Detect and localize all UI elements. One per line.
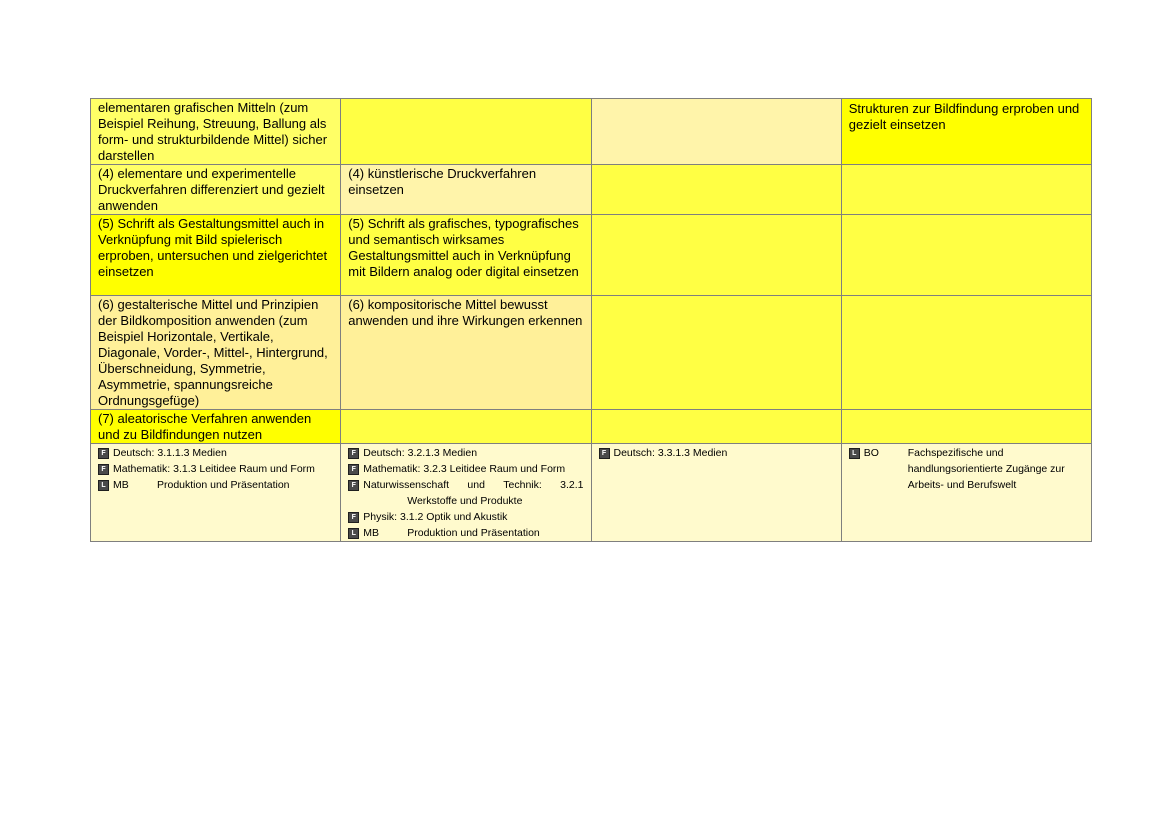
competency-table [90, 98, 1092, 542]
table-cell [841, 410, 1091, 444]
reference-cell [91, 444, 341, 542]
reference-text [908, 445, 1084, 493]
table-row [91, 296, 1092, 410]
reference-text: Mathematik: 3.1.3 Leitidee Raum und Form [113, 463, 315, 475]
table-cell: (4) künstlerische Druckverfahren einsetzen [341, 165, 591, 215]
subject-badge-icon: F [348, 448, 359, 459]
reference-item [348, 477, 583, 509]
reference-cell [591, 444, 841, 542]
reference-item [849, 445, 1084, 493]
reference-text: Deutsch: 3.3.1.3 Medien [613, 447, 728, 459]
reference-item [98, 477, 333, 493]
table-cell: (7) aleatorische Verfahren anwenden und zu Bildfindungen nutzen [91, 410, 341, 444]
reference-cell [341, 444, 591, 542]
table-row [91, 165, 1092, 215]
subject-badge-icon: F [98, 448, 109, 459]
guideline-badge-icon: L [98, 480, 109, 491]
subject-badge-icon: F [348, 480, 359, 491]
table-cell [841, 215, 1091, 296]
reference-item [98, 461, 333, 477]
table-row [91, 410, 1092, 444]
reference-word: und [467, 479, 485, 491]
table-cell: Strukturen zur Bildfindung erproben und gezielt einsetzen [841, 99, 1091, 165]
subject-badge-icon: F [348, 464, 359, 475]
reference-word: 3.2.1 [560, 479, 584, 491]
reference-text: Mathematik: 3.2.3 Leitidee Raum und Form [363, 463, 566, 475]
reference-continuation: Werkstoffe und Produkte [407, 495, 523, 507]
table-cell [591, 99, 841, 165]
reference-word: Technik: [503, 479, 542, 491]
guideline-badge-icon: L [348, 528, 359, 539]
table-cell [341, 99, 591, 165]
table-cell: elementaren grafischen Mitteln (zum Beispiel Reihung, Streuung, Ballung als form- und strukturbildende Mittel) sicher darstellen [91, 99, 341, 165]
table-cell: (5) Schrift als Gestaltungsmittel auch in Verknüpfung mit Bild spielerisch erproben, untersuchen und zielgerichtet einsetzen [91, 215, 341, 296]
reference-text: Produktion und Präsentation [407, 527, 540, 539]
reference-text [363, 477, 583, 509]
table-cell [841, 165, 1091, 215]
table-cell [341, 410, 591, 444]
reference-line: Fachspezifische und [907, 447, 1004, 459]
reference-key: MB [113, 479, 129, 491]
reference-word: Naturwissenschaft [363, 479, 450, 491]
reference-item [348, 525, 583, 541]
table-cell: (5) Schrift als grafisches, typografisches und semantisch wirksames Gestaltungsmittel auch in Verknüpfung mit Bildern analog oder digital einsetzen [341, 215, 591, 296]
reference-text: Deutsch: 3.1.1.3 Medien [113, 447, 227, 459]
reference-cell [841, 444, 1091, 542]
table-row [91, 99, 1092, 165]
subject-badge-icon: F [599, 448, 610, 459]
table-cell [591, 215, 841, 296]
reference-line: Arbeits- und Berufswelt [907, 479, 1017, 491]
table-cell: (4) elementare und experimentelle Druckverfahren differenziert und gezielt anwenden [91, 165, 341, 215]
table-cell [591, 296, 841, 410]
reference-text: Physik: 3.1.2 Optik und Akustik [363, 511, 508, 523]
reference-key: BO [863, 447, 879, 459]
table-cell: (6) kompositorische Mittel bewusst anwenden und ihre Wirkungen erkennen [341, 296, 591, 410]
reference-line: handlungsorientierte Zugänge zur [907, 463, 1065, 475]
table-cell: (6) gestalterische Mittel und Prinzipien der Bildkomposition anwenden (zum Beispiel Horizontale, Vertikale, Diagonale, Vorder-, Mittel-, Hintergrund, Überschneidung, Symmetrie, Asymmetrie, spannungsreiche Ordnungsgefüge) [91, 296, 341, 410]
subject-badge-icon: F [98, 464, 109, 475]
table-cell [591, 410, 841, 444]
reference-row [91, 444, 1092, 542]
subject-badge-icon: F [348, 512, 359, 523]
reference-item [348, 445, 583, 461]
reference-item [98, 445, 333, 461]
table-cell [591, 165, 841, 215]
reference-text: Deutsch: 3.2.1.3 Medien [363, 447, 478, 459]
table-cell [841, 296, 1091, 410]
guideline-badge-icon: L [849, 448, 860, 459]
reference-text: Produktion und Präsentation [157, 479, 290, 491]
reference-item [348, 461, 583, 477]
table-row [91, 215, 1092, 296]
reference-item [348, 509, 583, 525]
reference-item [599, 445, 834, 461]
reference-key: MB [363, 527, 379, 539]
